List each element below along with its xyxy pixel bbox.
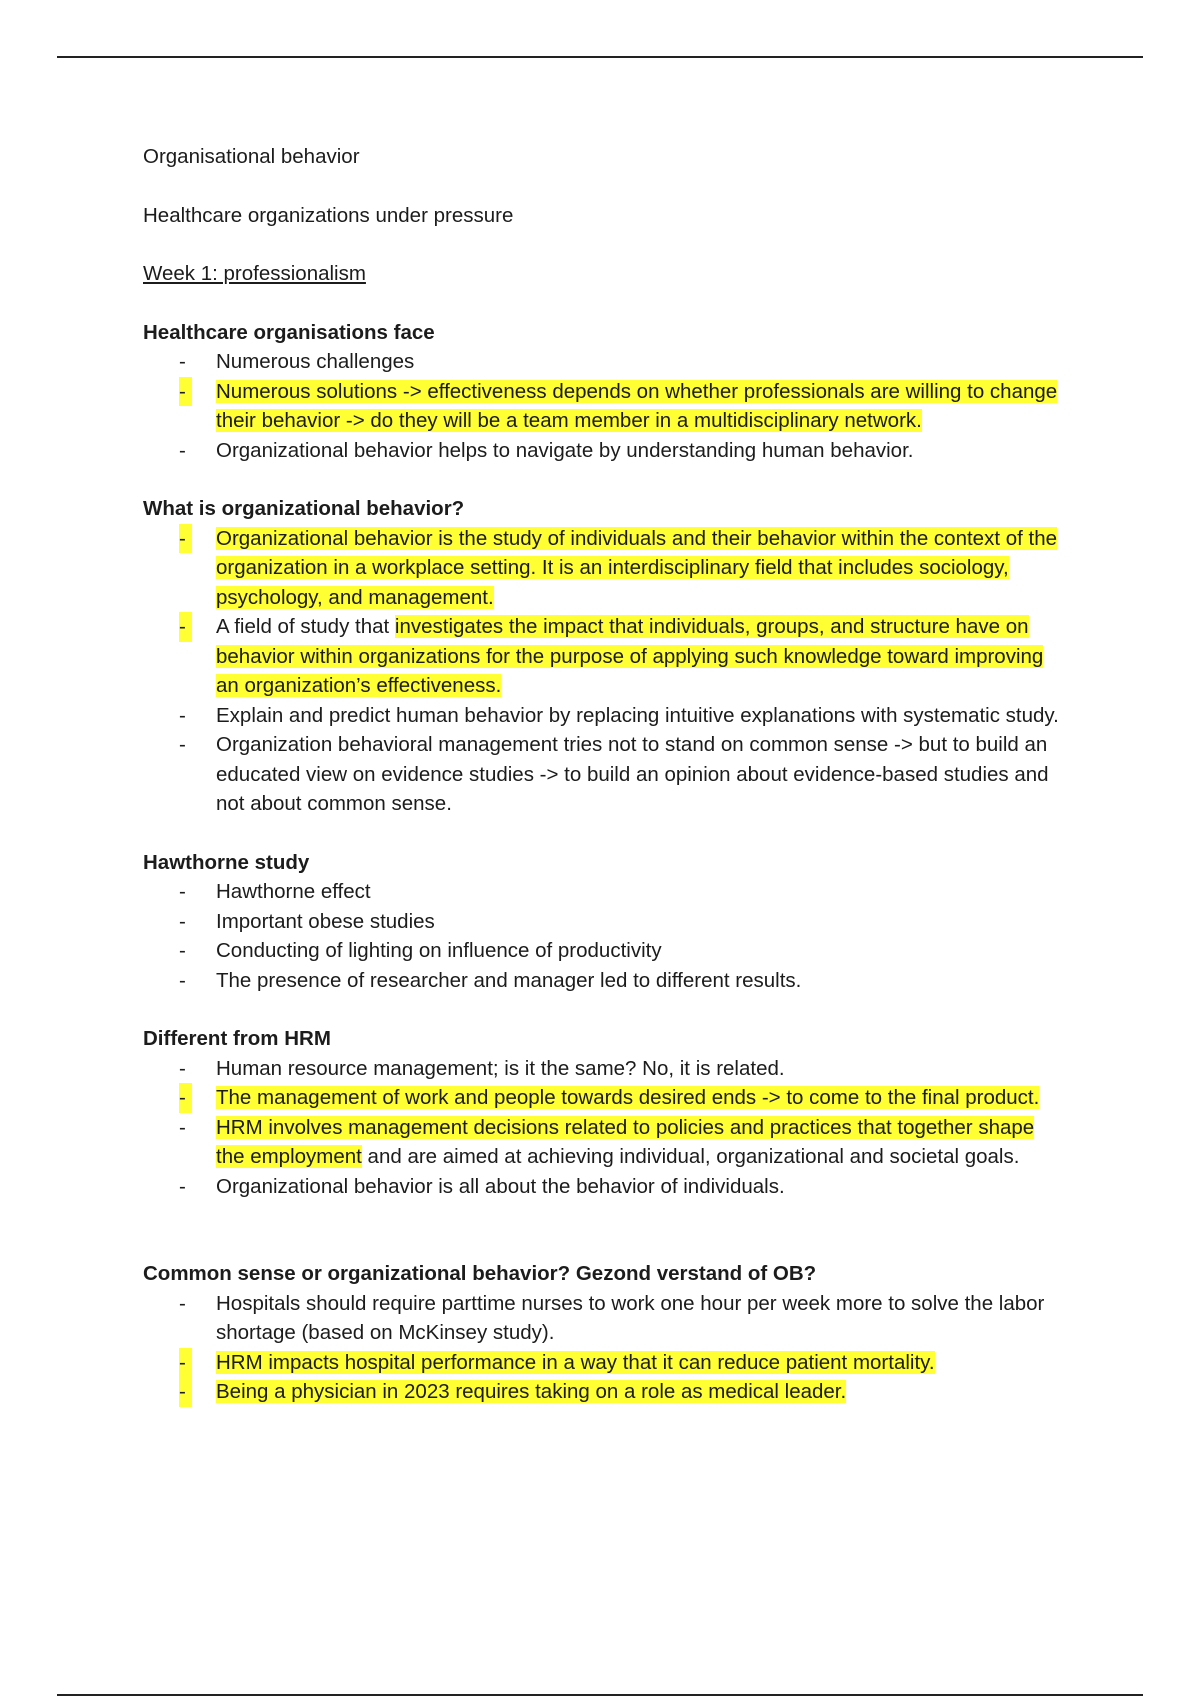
list-item: - The management of work and people towards desired ends -> to come to the final product. xyxy=(143,1083,1063,1113)
list-item: - Hawthorne effect xyxy=(179,880,371,903)
highlighted-text: HRM impacts hospital performance in a way that it can reduce patient mortality. xyxy=(216,1350,935,1374)
top-rule xyxy=(57,56,1143,58)
list-item: - Organizational behavior helps to navigate by understanding human behavior. xyxy=(179,438,914,462)
list-face xyxy=(143,347,1063,465)
section-heading-what: What is organizational behavior? xyxy=(143,497,465,520)
list-item: - Being a physician in 2023 requires taking on a role as medical leader. xyxy=(143,1377,1063,1407)
highlighted-text: investigates the impact that individuals, groups, and structure have on behavior within organizations for the purpose of applying such knowledge toward improving an organization’s effectiveness. xyxy=(216,615,1044,697)
highlighted-text: Organizational behavior is the study of individuals and their behavior within the context of the organization in a workplace setting. It is an interdisciplinary field that includes sociology, psychology, and management. xyxy=(216,526,1058,609)
list-item: - Numerous solutions -> effectiveness depends on whether professionals are willing to change their behavior -> do they will be a team member in a multidisciplinary network. xyxy=(143,377,1063,436)
list-item: - Numerous challenges xyxy=(179,350,415,373)
document-title: Organisational behavior xyxy=(143,145,360,168)
list-item: - Explain and predict human behavior by replacing intuitive explanations with systematic study. xyxy=(179,703,1059,727)
section-heading-hawthorne: Hawthorne study xyxy=(143,850,310,874)
document-subtitle: Healthcare organizations under pressure xyxy=(143,203,514,227)
section-heading-common: Common sense or organizational behavior? Gezond verstand of OB? xyxy=(143,1262,817,1285)
list-item: - Organizational behavior is the study of individuals and their behavior within the context of the organization in a workplace setting. It is an interdisciplinary field that includes sociology, psychology, and management. xyxy=(143,524,1063,613)
section-heading-hrm: Different from HRM xyxy=(143,1027,331,1050)
list-item: - HRM involves management decisions related to policies and practices that together shape the employment and are aimed at achieving individual, organizational and societal goals. xyxy=(179,1115,1035,1168)
list-hrm xyxy=(143,1054,1063,1202)
document-body xyxy=(143,142,1063,1407)
list-item: - The presence of researcher and manager led to different results. xyxy=(179,968,802,992)
list-item: - Organizational behavior is all about the behavior of individuals. xyxy=(179,1174,785,1198)
list-item: - Important obese studies xyxy=(179,909,435,933)
highlighted-text: HRM involves management decisions related to policies and practices that together shape the employment xyxy=(216,1115,1035,1168)
list-common xyxy=(143,1289,1063,1407)
list-what xyxy=(143,524,1063,819)
list-item: - Human resource management; is it the same? No, it is related. xyxy=(179,1056,785,1080)
section-heading-face: Healthcare organisations face xyxy=(143,320,435,344)
highlighted-text: The management of work and people towards desired ends -> to come to the final product. xyxy=(216,1086,1040,1109)
bottom-rule xyxy=(57,1694,1143,1696)
highlighted-text: Being a physician in 2023 requires taking on a role as medical leader. xyxy=(216,1380,847,1403)
list-hawthorne xyxy=(143,877,1063,995)
highlighted-text: Numerous solutions -> effectiveness depends on whether professionals are willing to change their behavior -> do they will be a team member in a multidisciplinary network. xyxy=(216,379,1058,432)
week-title: Week 1: professionalism xyxy=(143,262,366,285)
list-item: - Organization behavioral management tries not to stand on common sense -> but to build an educated view on evidence studies -> to build an opinion about evidence-based studies and not about common sense. xyxy=(179,733,1049,815)
list-item: - Hospitals should require parttime nurses to work one hour per week more to solve the labor shortage (based on McKinsey study). xyxy=(179,1291,1045,1344)
list-item: - Conducting of lighting on influence of productivity xyxy=(179,939,662,962)
list-item: - A field of study that investigates the impact that individuals, groups, and structure have on behavior within organizations for the purpose of applying such knowledge toward improving an organization’s effectiveness. xyxy=(143,612,1063,701)
list-item: - HRM impacts hospital performance in a way that it can reduce patient mortality. xyxy=(143,1348,1063,1378)
